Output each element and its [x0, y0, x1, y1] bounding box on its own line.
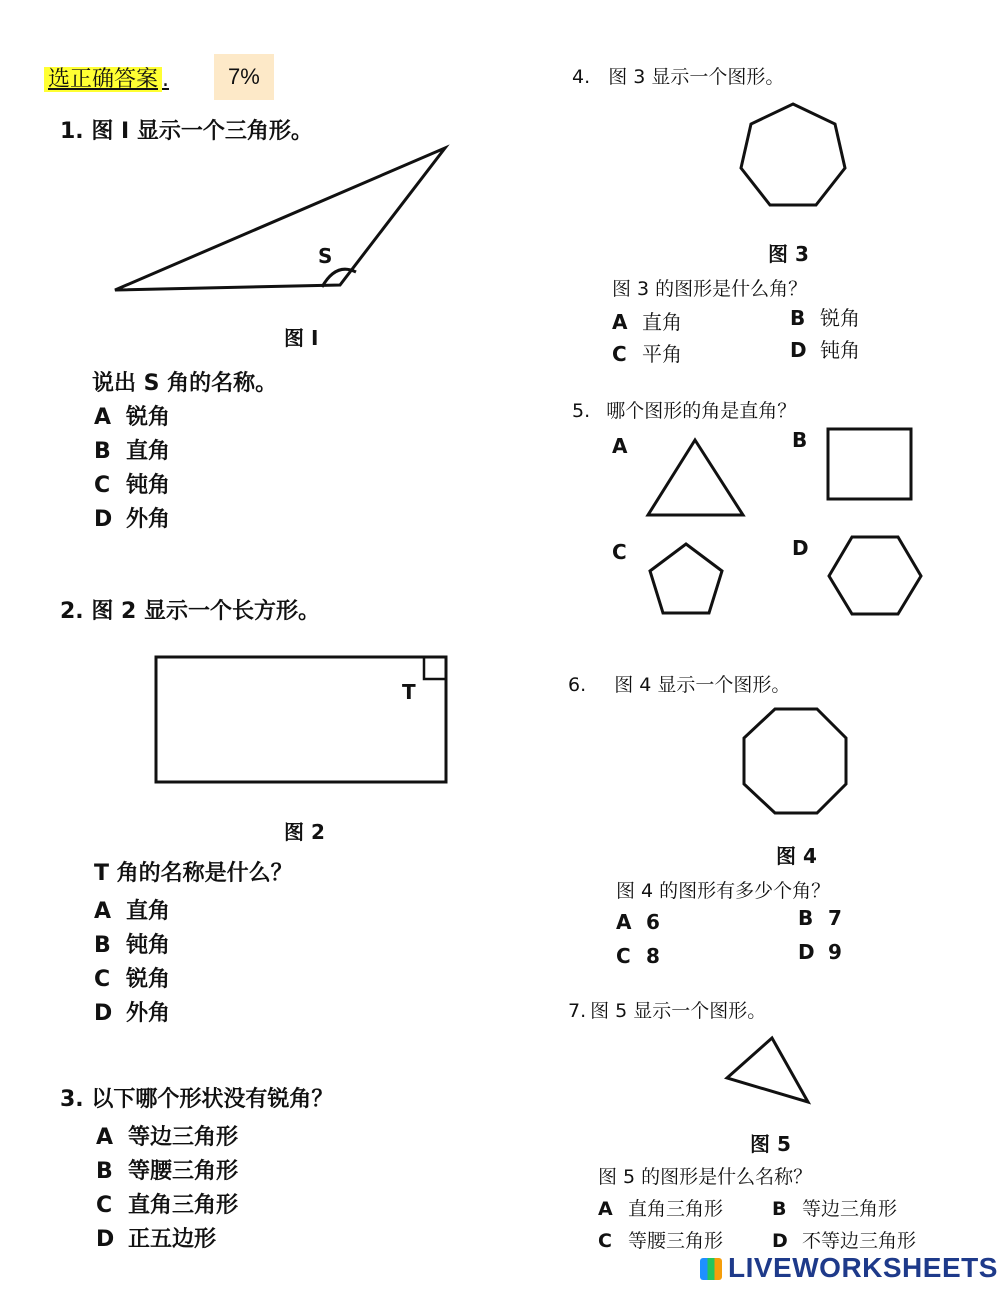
q1-option-d-key: D — [94, 507, 113, 532]
q6-option-c-key: C — [616, 944, 631, 968]
q1-caption: 图 I — [284, 326, 319, 350]
q6-option-d-key: D — [798, 940, 815, 964]
q2-option-b-key: B — [94, 933, 111, 958]
q6-option-a-key: A — [616, 910, 632, 934]
q2-option-a-key: A — [94, 899, 112, 924]
q2-option-d-key: D — [94, 1001, 113, 1026]
q4-text: 图 3 显示一个图形。 — [608, 66, 785, 88]
liveworksheets-logo-icon — [700, 1258, 722, 1280]
q2-option-c-key: C — [94, 967, 111, 992]
q4-question: 图 3 的图形是什么角？ — [612, 278, 808, 300]
instruction-text: 选正确答案 — [44, 67, 162, 92]
q6-option-b-key: B — [798, 906, 814, 930]
q3-number: 3. — [60, 1087, 84, 1112]
q1-option-b-key: B — [94, 439, 111, 464]
q2-number: 2. — [60, 599, 84, 624]
q7-caption: 图 5 — [750, 1132, 791, 1156]
q6-option-c-text: 8 — [646, 944, 660, 968]
q4-option-a-key: A — [612, 310, 628, 334]
q7-option-a-text: 直角三角形 — [628, 1198, 724, 1220]
q5-label-d[interactable]: D — [792, 536, 809, 560]
q7-option-b[interactable] — [772, 1194, 897, 1221]
q7-option-c-text: 等腰三角形 — [628, 1230, 724, 1252]
q7-option-d[interactable] — [772, 1226, 916, 1253]
q7-option-b-key: B — [772, 1198, 787, 1220]
q7-option-a-key: A — [598, 1198, 613, 1220]
q1-option-a-text: 锐角 — [126, 405, 171, 430]
q1-option-b-text: 直角 — [126, 439, 171, 464]
q4-option-d-text: 钝角 — [820, 338, 860, 362]
q1-option-a-key: A — [94, 405, 112, 430]
q4-option-b-text: 锐角 — [820, 306, 860, 330]
q6-option-a-text: 6 — [646, 910, 660, 934]
q6-text: 图 4 显示一个图形。 — [614, 674, 791, 696]
q6-number: 6. — [568, 674, 587, 696]
q3-option-d-text: 正五边形 — [128, 1227, 217, 1252]
q2-angle-label: T — [402, 680, 416, 704]
q7-number: 7. — [568, 1000, 587, 1022]
q2-caption: 图 2 — [284, 820, 325, 844]
q2-option-a-text: 直角 — [126, 899, 171, 924]
q7-text: 图 5 显示一个图形。 — [590, 1000, 767, 1022]
q4-option-b-key: B — [790, 306, 806, 330]
q2-option-b-text: 钝角 — [126, 933, 171, 958]
q6-option-b-text: 7 — [828, 906, 842, 930]
q6-question: 图 4 的图形有多少个角？ — [616, 880, 831, 902]
q3-option-a-key: A — [96, 1125, 114, 1150]
q2-question: T 角的名称是什么？ — [94, 861, 293, 886]
q1-option-c-key: C — [94, 473, 111, 498]
q7-option-d-key: D — [772, 1230, 788, 1252]
q1-option-d-text: 外角 — [126, 507, 171, 532]
q2-option-c-text: 锐角 — [126, 967, 171, 992]
q3-option-c-text: 直角三角形 — [128, 1193, 239, 1218]
q3-text: 以下哪个形状没有锐角？ — [91, 1087, 334, 1112]
q6-option-d-text: 9 — [828, 940, 842, 964]
q7-option-c-key: C — [598, 1230, 612, 1252]
q7-option-d-text: 不等边三角形 — [802, 1230, 917, 1252]
q4-number: 4. — [572, 66, 591, 88]
liveworksheets-logo — [700, 1252, 998, 1284]
score-percent: 7% — [214, 54, 274, 100]
q4-option-a-text: 直角 — [642, 310, 682, 334]
q1-angle-label: S — [318, 244, 333, 268]
q3-option-a-text: 等边三角形 — [128, 1125, 239, 1150]
q5-label-b[interactable]: B — [792, 428, 808, 452]
q5-label-a[interactable]: A — [612, 434, 628, 458]
q4-option-c-text: 平角 — [642, 342, 682, 366]
q5-label-c[interactable]: C — [612, 540, 627, 564]
q7-option-a[interactable] — [598, 1194, 723, 1221]
q7-question: 图 5 的图形是什么名称？ — [598, 1166, 813, 1188]
q1-text: 图 I 显示一个三角形。 — [91, 119, 313, 144]
q4-option-d-key: D — [790, 338, 807, 362]
q5-number: 5. — [572, 400, 591, 422]
q1-number: 1. — [60, 119, 84, 144]
q3-option-c-key: C — [96, 1193, 113, 1218]
q6-caption: 图 4 — [776, 844, 817, 868]
q4-option-c-key: C — [612, 342, 627, 366]
q7-option-c[interactable] — [598, 1226, 723, 1253]
q2-option-d-text: 外角 — [126, 1001, 171, 1026]
q4-caption: 图 3 — [768, 242, 809, 266]
q2-text: 图 2 显示一个长方形。 — [91, 599, 320, 624]
q7-option-b-text: 等边三角形 — [802, 1198, 898, 1220]
q1-question: 说出 S 角的名称。 — [92, 371, 278, 396]
q1-option-c-text: 钝角 — [126, 473, 171, 498]
q7-triangle — [727, 1038, 808, 1102]
q3-option-b-text: 等腰三角形 — [128, 1159, 239, 1184]
q3-option-d-key: D — [96, 1227, 115, 1252]
q5-text: 哪个图形的角是直角？ — [606, 400, 797, 422]
liveworksheets-brand-text: LIVEWORKSHEETS — [728, 1252, 998, 1283]
q3-option-b-key: B — [96, 1159, 113, 1184]
instruction-dot: . — [162, 67, 170, 92]
